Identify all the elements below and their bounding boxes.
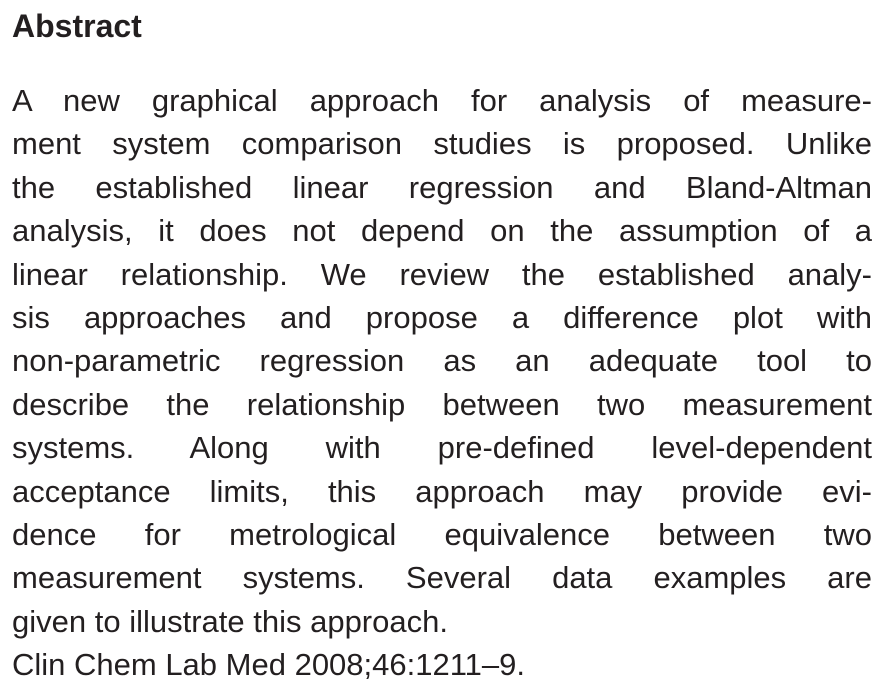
abstract-line: sis approaches and propose a difference plot with: [12, 299, 872, 335]
journal-citation: Clin Chem Lab Med 2008;46:1211–9.: [12, 647, 525, 683]
abstract-line: acceptance limits, this approach may provide evi-: [12, 473, 872, 509]
abstract-line: measurement systems. Several data examples are: [12, 560, 872, 596]
abstract-line: describe the relationship between two measurement: [12, 386, 872, 422]
abstract-line: analysis, it does not depend on the assumption of a: [12, 213, 872, 249]
abstract-heading: Abstract: [12, 8, 142, 44]
abstract-line: non-parametric regression as an adequate tool to: [12, 343, 872, 379]
abstract-line: linear relationship. We review the established analy-: [12, 256, 872, 292]
abstract-line: given to illustrate this approach.: [12, 603, 448, 639]
abstract-line: A new graphical approach for analysis of measure-: [12, 83, 872, 118]
abstract-line: systems. Along with pre-defined level-dependent: [12, 430, 872, 466]
abstract-body: [12, 79, 872, 686]
abstract-line: the established linear regression and Bland-Altman: [12, 169, 872, 205]
abstract-line: ment system comparison studies is proposed. Unlike: [12, 126, 872, 162]
abstract-line: dence for metrological equivalence between two: [12, 516, 872, 552]
